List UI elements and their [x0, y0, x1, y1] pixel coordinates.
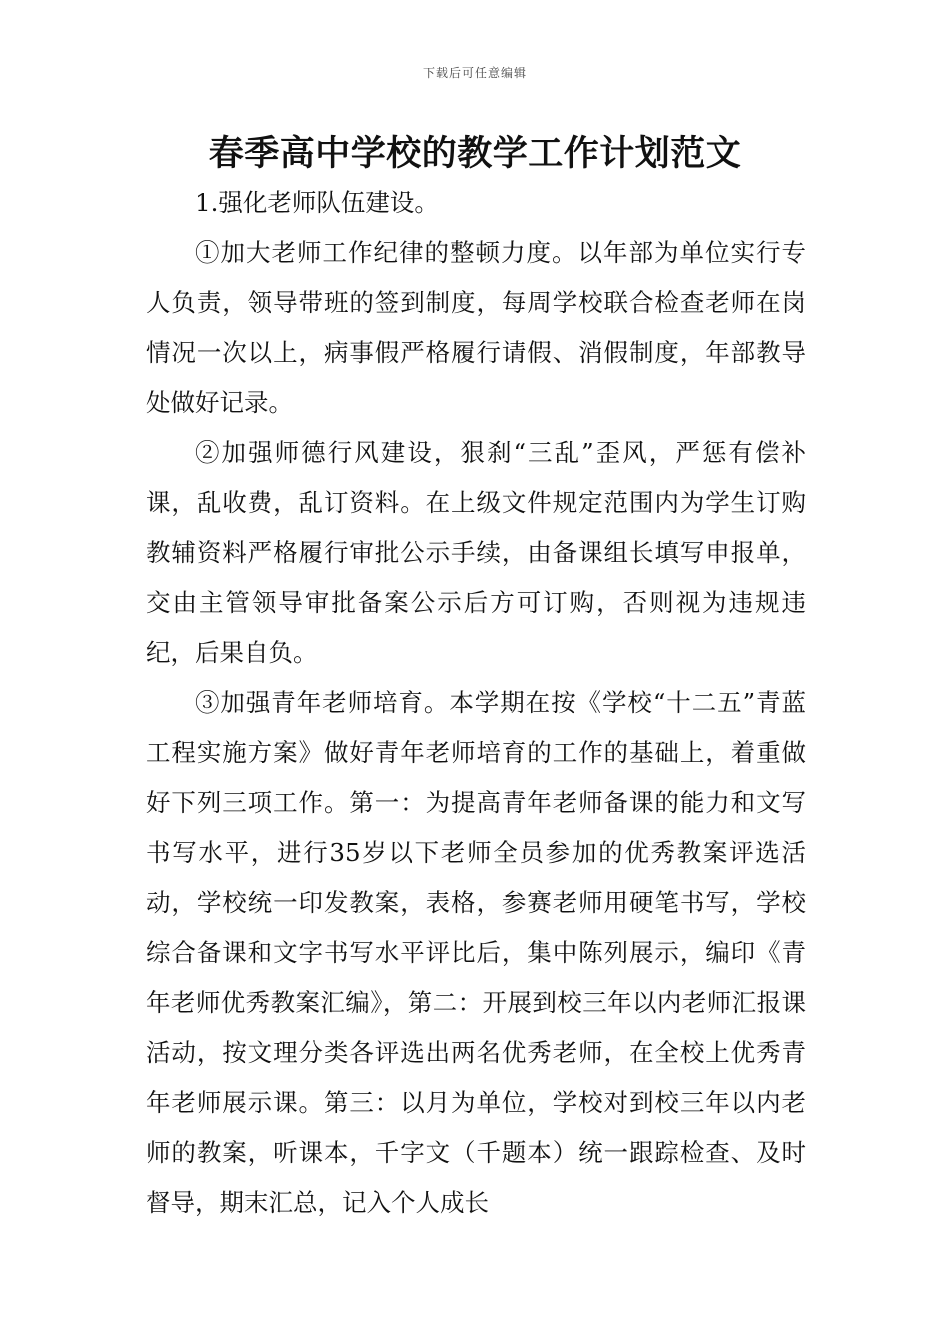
paragraph-discipline: ①加大老师工作纪律的整顿力度。以年部为单位实行专人负责，领导带班的签到制度，每周学校联合检查老师在岗情况一次以上，病事假严格履行请假、消假制度，年部教导处做好记录。: [146, 238, 806, 417]
paragraph-section-heading: 1.强化老师队伍建设。: [195, 188, 439, 217]
paragraph-ethics: ②加强师德行风建设，狠刹“三乱”歪风，严惩有偿补课，乱收费，乱订资料。在上级文件规定范围内为学生订购教辅资料严格履行审批公示手续，由备课组长填写申报单，交由主管领导审批备案公示后方可订购，否则视为违规违纪，后果自负。: [146, 438, 806, 667]
paragraph-young-teachers: ③加强青年老师培育。本学期在按《学校“十二五”青蓝工程实施方案》做好青年老师培育的工作的基础上，着重做好下列三项工作。第一：为提高青年老师备课的能力和文写书写水平，进行35岁以下老师全员参加的优秀教案评选活动，学校统一印发教案，表格，参赛老师用硬笔书写，学校综合备课和文字书写水平评比后，集中陈列展示，编印《青年老师优秀教案汇编》，第二：开展到校三年以内老师汇报课活动，按文理分类各评选出两名优秀老师，在全校上优秀青年老师展示课。第三：以月为单位，学校对到校三年以内老师的教案，听课本，千字文（千题本）统一跟踪检查、及时督导，期末汇总，记入个人成长: [146, 688, 806, 1217]
header-note: 下载后可任意编辑: [422, 66, 527, 80]
document-body: [146, 178, 806, 1228]
document-title: 春季高中学校的教学工作计划范文: [208, 134, 742, 174]
